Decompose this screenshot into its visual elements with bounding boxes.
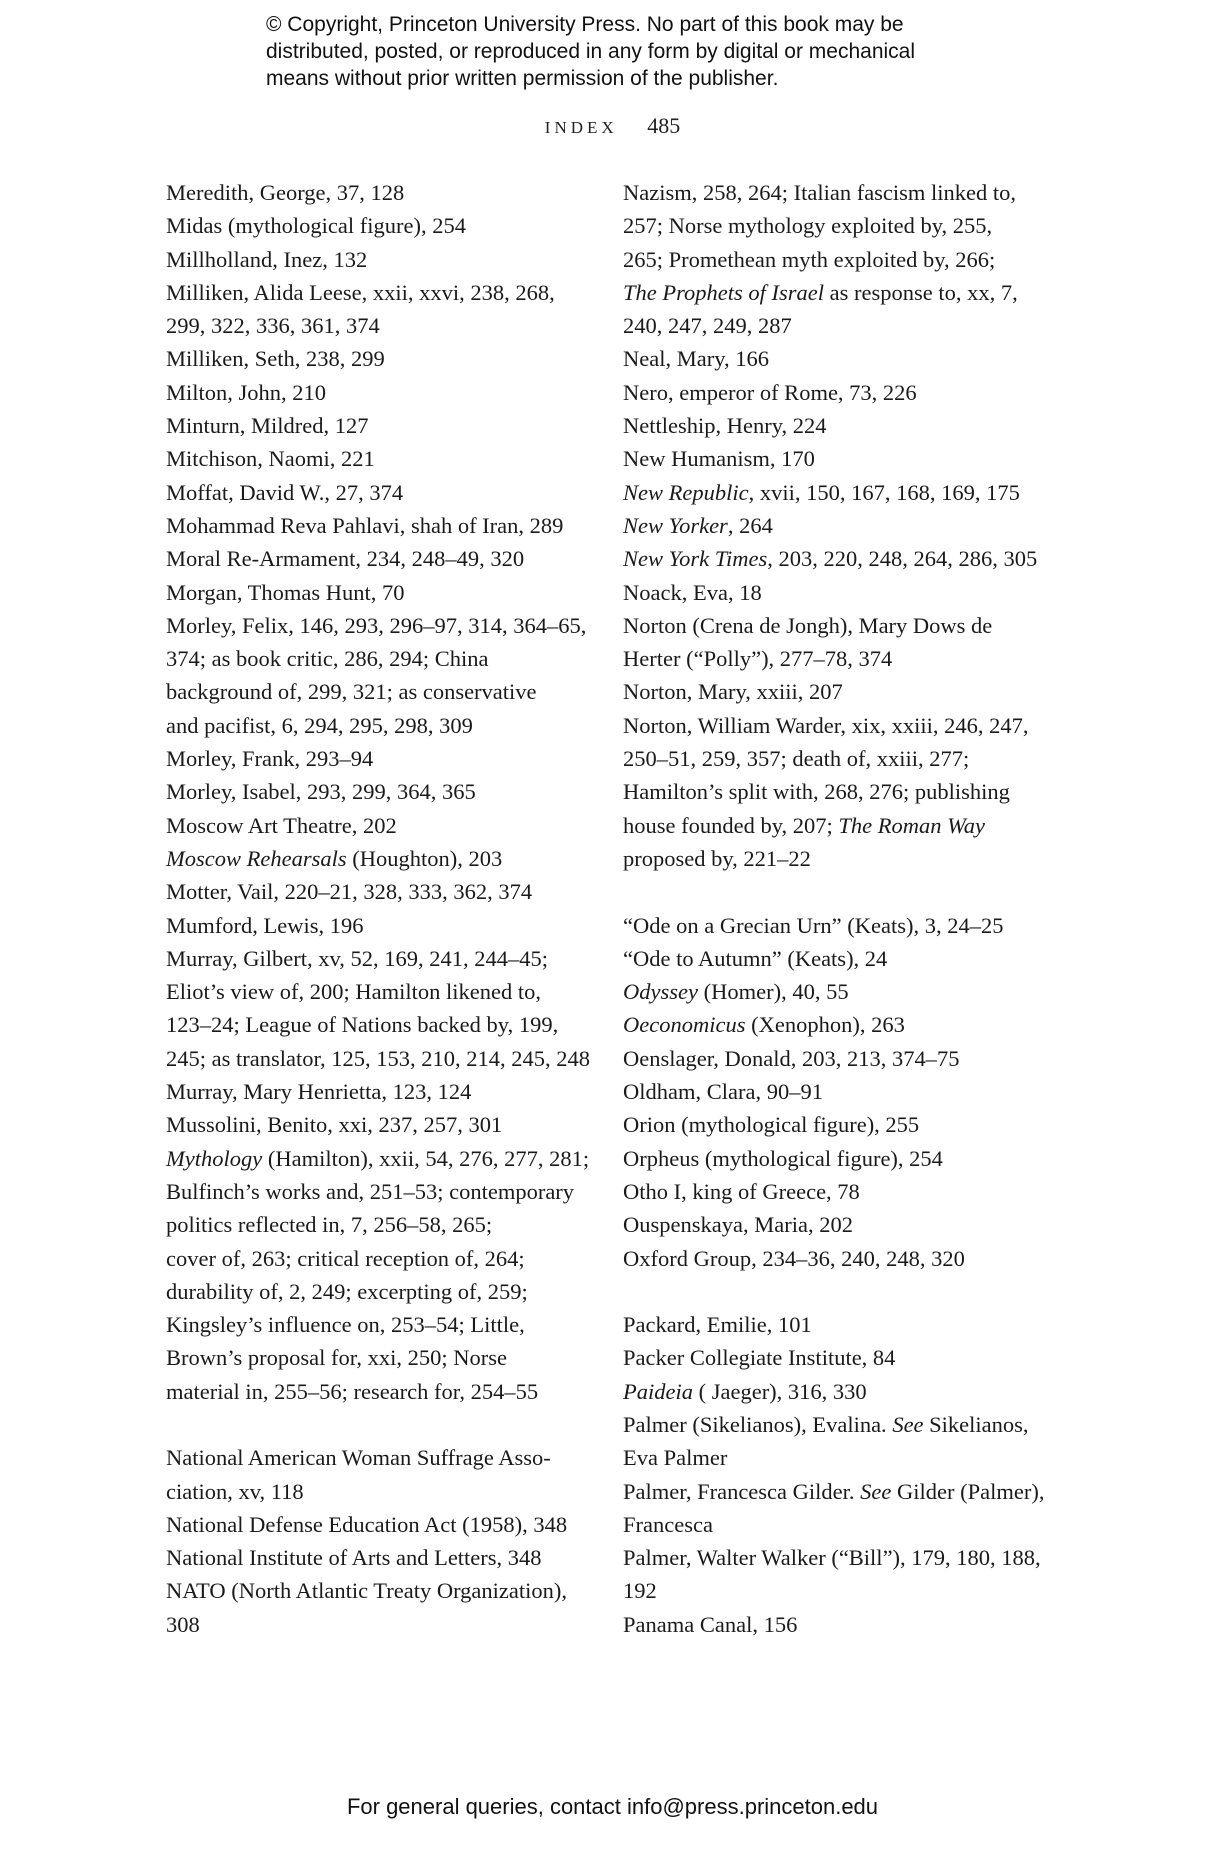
- index-entry: [623, 1308, 1053, 1341]
- index-entry-line: Minturn, Mildred, 127: [166, 413, 369, 439]
- index-entry: [166, 409, 586, 442]
- index-entry: [166, 1508, 586, 1541]
- index-entry: [623, 1142, 1053, 1175]
- italic-title: The Prophets of Israel: [623, 279, 825, 305]
- italic-title: See: [860, 1478, 892, 1504]
- index-entry-line: 240, 247, 249, 287: [623, 313, 792, 339]
- index-entry-line: Bulfinch’s works and, 251–53; contemporary: [166, 1178, 575, 1204]
- index-entry-line: Brown’s proposal for, xxi, 250; Norse: [166, 1345, 507, 1371]
- italic-title: New York Times: [623, 546, 768, 572]
- index-entry: [623, 342, 1053, 375]
- index-entry: [623, 1475, 1053, 1542]
- index-entry-line: Packard, Emilie, 101: [623, 1312, 812, 1338]
- index-entry-line: Murray, Gilbert, xv, 52, 169, 241, 244–45;: [166, 945, 549, 971]
- index-column-left: [166, 176, 591, 1641]
- index-entry-line: NATO (North Atlantic Treaty Organization),: [166, 1578, 567, 1604]
- index-entry-line: house founded by, 207; The Roman Way: [623, 812, 986, 838]
- index-entry-line: 245; as translator, 125, 153, 210, 214, 245, 248: [166, 1045, 591, 1071]
- index-entry-line: Kingsley’s influence on, 253–54; Little,: [166, 1312, 525, 1338]
- index-entry-line: material in, 255–56; research for, 254–55: [166, 1378, 539, 1404]
- letter-group-gap: [166, 1408, 586, 1441]
- page-number: 485: [647, 113, 681, 138]
- index-entry-line: Moral Re-Armament, 234, 248–49, 320: [166, 546, 525, 572]
- index-entry: [166, 609, 586, 742]
- index-entry-line: Norton, Mary, xxiii, 207: [623, 679, 843, 705]
- index-entry-line: 265; Promethean myth exploited by, 266;: [623, 246, 996, 272]
- index-entry: [623, 409, 1053, 442]
- index-entry: [623, 1375, 1053, 1408]
- index-entry: [623, 1541, 1053, 1608]
- index-entry-line: Oeconomicus (Xenophon), 263: [623, 1012, 905, 1038]
- index-entry-line: Ouspenskaya, Maria, 202: [623, 1212, 853, 1238]
- letter-group-gap: [623, 875, 1053, 908]
- italic-title: See: [892, 1411, 924, 1437]
- index-entry: [623, 709, 1053, 875]
- index-entry: [166, 1075, 586, 1108]
- italic-title: Mythology: [166, 1145, 263, 1171]
- italic-title: Moscow Rehearsals: [166, 845, 347, 871]
- index-entry-line: Morley, Isabel, 293, 299, 364, 365: [166, 779, 476, 805]
- letter-group-gap: [623, 1275, 1053, 1308]
- running-head: [0, 113, 1225, 139]
- index-entry-line: Murray, Mary Henrietta, 123, 124: [166, 1079, 472, 1105]
- copyright-line: distributed, posted, or reproduced in any form by digital or mechanical: [266, 40, 916, 63]
- index-entry: [166, 442, 586, 475]
- index-entry-line: 250–51, 259, 357; death of, xxiii, 277;: [623, 746, 970, 772]
- index-entry: [623, 542, 1053, 575]
- running-head-label: INDEX: [544, 118, 618, 137]
- index-entry-line: 257; Norse mythology exploited by, 255,: [623, 213, 993, 239]
- index-entry: [166, 842, 586, 875]
- index-entry-line: Herter (“Polly”), 277–78, 374: [623, 646, 893, 672]
- index-entry-line: Mitchison, Naomi, 221: [166, 446, 375, 472]
- index-entry-line: Panama Canal, 156: [623, 1611, 798, 1637]
- index-entry-line: Packer Collegiate Institute, 84: [623, 1345, 896, 1371]
- index-entry: [623, 942, 1053, 975]
- index-entry-line: Millholland, Inez, 132: [166, 246, 368, 272]
- index-entry: [623, 509, 1053, 542]
- index-entry-line: National American Woman Suffrage Asso-: [166, 1445, 551, 1471]
- index-entry-line: New Humanism, 170: [623, 446, 815, 472]
- index-entry: [623, 609, 1053, 676]
- index-entry-line: Milliken, Seth, 238, 299: [166, 346, 385, 372]
- index-entry: [166, 1574, 586, 1641]
- index-entry-line: 374; as book critic, 286, 294; China: [166, 646, 489, 672]
- index-entry-line: Morley, Felix, 146, 293, 296–97, 314, 364–65,: [166, 612, 587, 638]
- index-entry: [623, 176, 1053, 342]
- index-entry-line: Moscow Art Theatre, 202: [166, 812, 397, 838]
- index-entry-line: The Prophets of Israel as response to, xx, 7,: [623, 279, 1018, 305]
- index-entry: [623, 975, 1053, 1008]
- index-entry-line: National Defense Education Act (1958), 348: [166, 1511, 568, 1537]
- index-entry-line: Palmer (Sikelianos), Evalina. See Sikelianos,: [623, 1411, 1029, 1437]
- index-entry-line: politics reflected in, 7, 256–58, 265;: [166, 1212, 493, 1238]
- index-entry: [623, 1408, 1053, 1475]
- index-entry-line: Mussolini, Benito, xxi, 237, 257, 301: [166, 1112, 503, 1138]
- index-entry: [623, 1108, 1053, 1141]
- index-entry: [166, 742, 586, 775]
- italic-title: The Roman Way: [838, 812, 986, 838]
- index-entry-line: cover of, 263; critical reception of, 264;: [166, 1245, 525, 1271]
- italic-title: New Yorker: [623, 512, 728, 538]
- index-entry-line: Palmer, Francesca Gilder. See Gilder (Palmer),: [623, 1478, 1045, 1504]
- index-entry: [623, 476, 1053, 509]
- index-entry: [166, 243, 586, 276]
- index-entry: [166, 509, 586, 542]
- index-entry-line: Midas (mythological figure), 254: [166, 213, 466, 239]
- copyright-line: means without prior written permission of the publisher.: [266, 67, 779, 90]
- index-entry-line: Francesca: [623, 1511, 713, 1537]
- index-entry: [166, 1108, 586, 1141]
- index-entry: [166, 1142, 590, 1408]
- index-entry: [166, 209, 586, 242]
- index-entry-line: Norton, William Warder, xix, xxiii, 246, 247,: [623, 712, 1029, 738]
- index-entry-line: Eva Palmer: [623, 1445, 728, 1471]
- index-entry-line: “Ode to Autumn” (Keats), 24: [623, 945, 888, 971]
- index-entry: [166, 775, 586, 808]
- index-entry: [623, 376, 1053, 409]
- index-entry-line: New York Times, 203, 220, 248, 264, 286, 305: [623, 546, 1038, 572]
- index-entry-line: 123–24; League of Nations backed by, 199,: [166, 1012, 559, 1038]
- index-entry: [623, 909, 1053, 942]
- index-entry-line: ciation, xv, 118: [166, 1478, 304, 1504]
- index-entry-line: Motter, Vail, 220–21, 328, 333, 362, 374: [166, 879, 533, 905]
- index-entry: [623, 1242, 1053, 1275]
- copyright-line: © Copyright, Princeton University Press. No part of this book may be: [266, 13, 904, 36]
- index-entry-line: durability of, 2, 249; excerpting of, 259;: [166, 1278, 528, 1304]
- copyright-notice: [266, 11, 1066, 92]
- italic-title: Paideia: [623, 1378, 693, 1404]
- index-entry-line: Neal, Mary, 166: [623, 346, 769, 372]
- index-entry: [166, 576, 586, 609]
- index-entry-line: Mohammad Reva Pahlavi, shah of Iran, 289: [166, 512, 564, 538]
- index-entry-line: Odyssey (Homer), 40, 55: [623, 979, 849, 1005]
- index-entry: [166, 342, 586, 375]
- index-entry-line: proposed by, 221–22: [623, 845, 811, 871]
- italic-title: Odyssey: [623, 979, 698, 1005]
- index-entry: [166, 1541, 586, 1574]
- index-entry-line: Otho I, king of Greece, 78: [623, 1178, 860, 1204]
- index-entry-line: Mumford, Lewis, 196: [166, 912, 364, 938]
- footer-contact: For general queries, contact info@press.princeton.edu: [346, 1794, 879, 1819]
- index-entry: [623, 1608, 1053, 1641]
- index-entry: [623, 442, 1053, 475]
- index-column-right: [623, 176, 1053, 1641]
- index-entry-line: 192: [623, 1578, 657, 1604]
- index-entry-line: Nero, emperor of Rome, 73, 226: [623, 379, 917, 405]
- index-entry-line: Norton (Crena de Jongh), Mary Dows de: [623, 612, 993, 638]
- index-entry-line: Orion (mythological figure), 255: [623, 1112, 920, 1138]
- italic-title: New Republic: [623, 479, 749, 505]
- index-entry-line: Moffat, David W., 27, 374: [166, 479, 404, 505]
- index-entry: [166, 1441, 586, 1508]
- index-entry-line: Hamilton’s split with, 268, 276; publishing: [623, 779, 1010, 805]
- index-entry-line: Palmer, Walter Walker (“Bill”), 179, 180, 188,: [623, 1545, 1041, 1571]
- index-entry-line: Paideia ( Jaeger), 316, 330: [623, 1378, 867, 1404]
- index-entry: [623, 1208, 1053, 1241]
- index-entry: [623, 576, 1053, 609]
- index-entry-line: Nazism, 258, 264; Italian fascism linked to,: [623, 180, 1017, 205]
- index-entry: [623, 675, 1053, 708]
- index-entry-line: Morgan, Thomas Hunt, 70: [166, 579, 405, 605]
- index-entry: [623, 1175, 1053, 1208]
- index-entry: [166, 376, 586, 409]
- index-entry-line: Oxford Group, 234–36, 240, 248, 320: [623, 1245, 965, 1271]
- index-entry: [166, 909, 586, 942]
- index-entry-line: Oldham, Clara, 90–91: [623, 1079, 823, 1105]
- index-entry: [166, 809, 586, 842]
- index-entry-line: National Institute of Arts and Letters, 348: [166, 1545, 542, 1571]
- index-entry-line: 299, 322, 336, 361, 374: [166, 313, 380, 339]
- index-entry-line: Morley, Frank, 293–94: [166, 746, 374, 772]
- index-entry-line: Oenslager, Donald, 203, 213, 374–75: [623, 1045, 960, 1071]
- index-entry: [166, 176, 586, 209]
- index-entry-line: background of, 299, 321; as conservative: [166, 679, 537, 705]
- index-entry: [166, 942, 591, 1075]
- index-entry-line: 308: [166, 1611, 200, 1637]
- index-entry: [166, 476, 586, 509]
- index-entry-line: Noack, Eva, 18: [623, 579, 762, 605]
- index-entry-line: and pacifist, 6, 294, 295, 298, 309: [166, 712, 473, 738]
- index-entry-line: Milton, John, 210: [166, 379, 327, 405]
- index-entry-line: Nettleship, Henry, 224: [623, 413, 827, 439]
- index-entry-line: Meredith, George, 37, 128: [166, 180, 405, 205]
- index-entry: [166, 875, 586, 908]
- italic-title: Oeconomicus: [623, 1012, 746, 1038]
- index-entry-line: New Yorker, 264: [623, 512, 773, 538]
- index-entry-line: Eliot’s view of, 200; Hamilton likened to,: [166, 979, 541, 1005]
- index-entry: [623, 1341, 1053, 1374]
- index-entry-line: Moscow Rehearsals (Houghton), 203: [166, 845, 503, 871]
- index-entry-line: Orpheus (mythological figure), 254: [623, 1145, 943, 1171]
- index-entry-line: Milliken, Alida Leese, xxii, xxvi, 238, 268,: [166, 279, 555, 305]
- index-entry-line: New Republic, xvii, 150, 167, 168, 169, 175: [623, 479, 1020, 505]
- index-entry: [166, 276, 586, 343]
- index-entry: [166, 542, 586, 575]
- index-entry: [623, 1075, 1053, 1108]
- index-entry-line: Mythology (Hamilton), xxii, 54, 276, 277, 281;: [166, 1145, 590, 1171]
- index-entry: [623, 1042, 1053, 1075]
- index-entry: [623, 1008, 1053, 1041]
- index-entry-line: “Ode on a Grecian Urn” (Keats), 3, 24–25: [623, 912, 1004, 938]
